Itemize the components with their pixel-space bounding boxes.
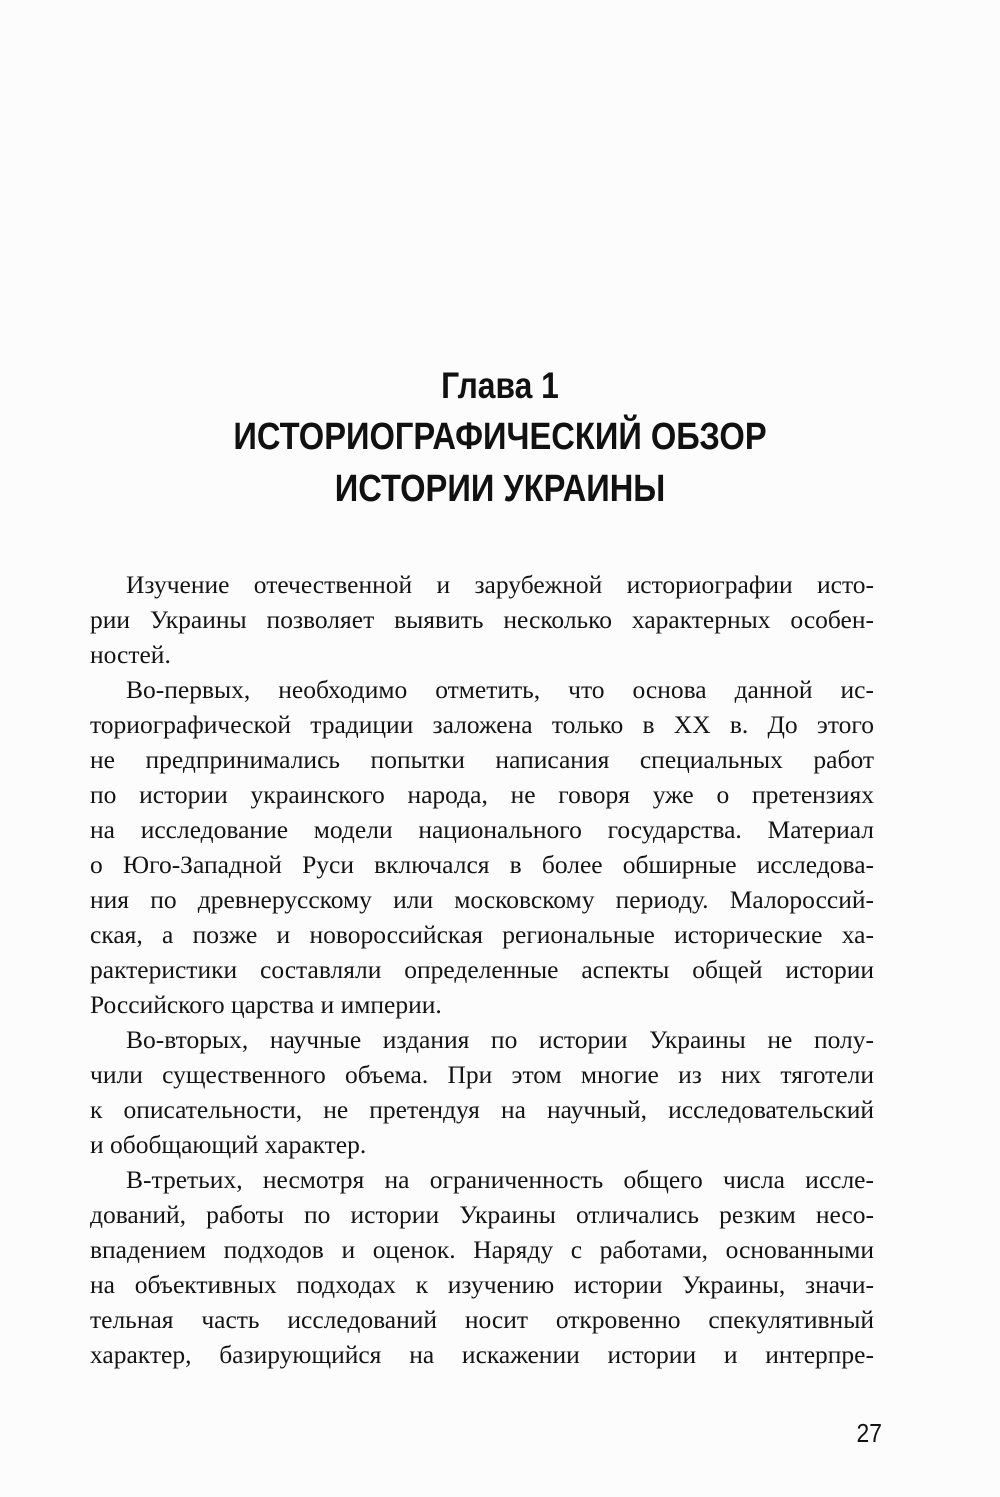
- text-line: о Юго-Западной Руси включался в более обширные исследова-: [90, 850, 874, 879]
- page-number: 27: [856, 1418, 882, 1448]
- text-line: не предпринимались попытки написания специальных работ: [90, 745, 874, 774]
- text-line: тельная часть исследований носит откровенно спекулятивный: [90, 1305, 874, 1334]
- text-line: ториографической традиции заложена только в XX в. До этого: [90, 710, 874, 739]
- text-line: Во-первых, необходимо отметить, что основа данной ис-: [126, 675, 874, 704]
- text-line: ская, а позже и новороссийская региональные исторические ха-: [90, 920, 874, 949]
- text-line: на объективных подходах к изучению истории Украины, значи-: [90, 1270, 874, 1299]
- text-line: рактеристики составляли определенные аспекты общей истории: [90, 955, 874, 984]
- text-line: ния по древнерусскому или московскому периоду. Малороссий-: [90, 885, 874, 914]
- text-line: характер, базирующийся на искажении истории и интерпре-: [90, 1340, 874, 1369]
- text-line: Российского царства и империи.: [90, 990, 442, 1019]
- text-line: Изучение отечественной и зарубежной историографии исто-: [126, 570, 874, 599]
- text-line: к описательности, не претендуя на научный, исследовательский: [90, 1095, 874, 1124]
- text-line: Во-вторых, научные издания по истории Украины не полу-: [126, 1025, 874, 1054]
- text-line: по истории украинского народа, не говоря уже о претензиях: [90, 780, 874, 809]
- text-line: ностей.: [90, 640, 171, 669]
- text-line: и обобщающий характер.: [90, 1130, 367, 1159]
- text-line: чили существенного объема. При этом многие из них тяготели: [90, 1060, 874, 1089]
- text-line: рии Украины позволяет выявить несколько характерных особен-: [90, 605, 874, 634]
- text-line: на исследование модели национального государства. Материал: [90, 815, 874, 844]
- chapter-title-line-2: ИСТОРИИ УКРАИНЫ: [334, 468, 666, 510]
- text-line: впадением подходов и оценок. Наряду с работами, основанными: [90, 1235, 874, 1264]
- chapter-title-line-1: ИСТОРИОГРАФИЧЕСКИЙ ОБЗОР: [233, 416, 767, 458]
- text-line: дований, работы по истории Украины отличались резким несо-: [90, 1200, 874, 1229]
- chapter-label: Глава 1: [441, 365, 559, 406]
- text-line: В-третьих, несмотря на ограниченность общего числа иссле-: [126, 1165, 874, 1194]
